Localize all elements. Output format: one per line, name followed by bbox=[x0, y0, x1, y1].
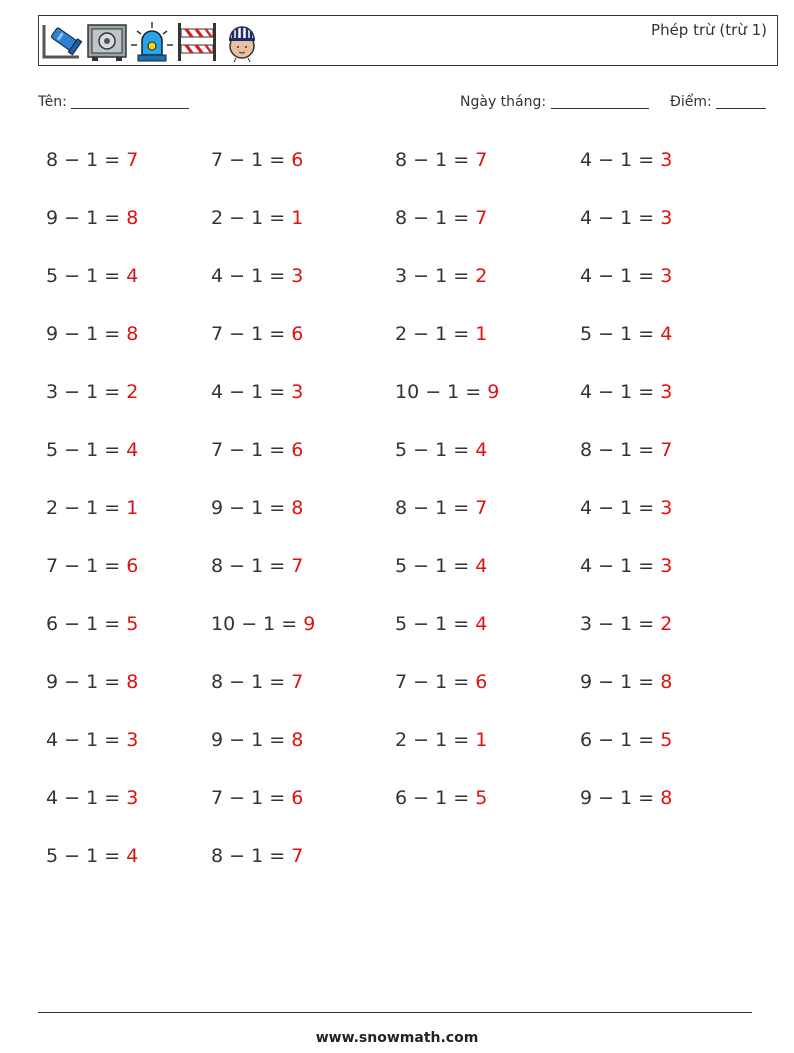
score-label: Điểm: bbox=[670, 94, 712, 110]
flashlight-icon bbox=[41, 19, 83, 63]
problem-item bbox=[211, 207, 303, 229]
problem-question: 4 − 1 = bbox=[580, 497, 655, 519]
worksheet-title: Phép trừ (trừ 1) bbox=[651, 21, 767, 39]
problem-question: 9 − 1 = bbox=[211, 497, 286, 519]
problem-question: 9 − 1 = bbox=[580, 671, 655, 693]
problem-item bbox=[211, 845, 303, 867]
problem-answer: 9 bbox=[487, 381, 500, 403]
problem-answer: 2 bbox=[126, 381, 139, 403]
problem-item bbox=[46, 613, 138, 635]
problem-answer: 4 bbox=[475, 439, 488, 461]
problem-answer: 8 bbox=[126, 323, 139, 345]
problem-item bbox=[580, 555, 672, 577]
problem-answer: 7 bbox=[126, 149, 139, 171]
problem-question: 8 − 1 = bbox=[211, 671, 286, 693]
problem-item bbox=[395, 265, 487, 287]
problem-answer: 7 bbox=[475, 207, 488, 229]
problem-question: 6 − 1 = bbox=[46, 613, 121, 635]
problem-question: 6 − 1 = bbox=[395, 787, 470, 809]
problem-question: 3 − 1 = bbox=[580, 613, 655, 635]
problem-question: 8 − 1 = bbox=[580, 439, 655, 461]
problem-question: 8 − 1 = bbox=[395, 149, 470, 171]
problem-item bbox=[580, 207, 672, 229]
problem-item bbox=[46, 555, 138, 577]
footer-divider bbox=[38, 1012, 752, 1013]
problem-item bbox=[580, 671, 672, 693]
problem-question: 4 − 1 = bbox=[580, 555, 655, 577]
problem-item bbox=[211, 613, 315, 635]
problem-answer: 7 bbox=[291, 845, 304, 867]
problem-answer: 3 bbox=[660, 497, 673, 519]
problem-item bbox=[46, 207, 138, 229]
problem-item bbox=[46, 671, 138, 693]
problem-answer: 2 bbox=[660, 613, 673, 635]
problem-question: 8 − 1 = bbox=[211, 555, 286, 577]
problem-answer: 7 bbox=[660, 439, 673, 461]
problem-answer: 3 bbox=[291, 265, 304, 287]
problem-answer: 8 bbox=[291, 729, 304, 751]
problem-answer: 4 bbox=[126, 845, 139, 867]
problem-answer: 3 bbox=[126, 787, 139, 809]
problem-question: 4 − 1 = bbox=[580, 381, 655, 403]
problem-answer: 4 bbox=[126, 265, 139, 287]
problem-answer: 6 bbox=[475, 671, 488, 693]
problem-answer: 4 bbox=[660, 323, 673, 345]
problem-question: 2 − 1 = bbox=[211, 207, 286, 229]
problem-item bbox=[46, 381, 138, 403]
problem-item bbox=[211, 555, 303, 577]
problem-answer: 3 bbox=[660, 149, 673, 171]
problem-answer: 1 bbox=[475, 323, 488, 345]
problem-question: 6 − 1 = bbox=[580, 729, 655, 751]
problem-answer: 6 bbox=[291, 323, 304, 345]
problem-answer: 3 bbox=[126, 729, 139, 751]
problem-question: 7 − 1 = bbox=[211, 787, 286, 809]
score-field[interactable] bbox=[670, 94, 766, 110]
problem-question: 8 − 1 = bbox=[395, 497, 470, 519]
problem-item bbox=[211, 149, 303, 171]
problem-question: 5 − 1 = bbox=[46, 845, 121, 867]
problem-answer: 1 bbox=[475, 729, 488, 751]
problem-question: 7 − 1 = bbox=[46, 555, 121, 577]
problem-item bbox=[211, 381, 303, 403]
name-blank[interactable] bbox=[71, 94, 189, 109]
name-label: Tên: bbox=[38, 94, 67, 110]
problem-answer: 5 bbox=[660, 729, 673, 751]
problem-question: 5 − 1 = bbox=[46, 439, 121, 461]
problem-item bbox=[580, 439, 672, 461]
problem-answer: 7 bbox=[475, 497, 488, 519]
problem-item bbox=[395, 671, 487, 693]
problem-answer: 1 bbox=[291, 207, 304, 229]
problem-answer: 9 bbox=[303, 613, 316, 635]
problem-answer: 4 bbox=[475, 555, 488, 577]
problem-answer: 3 bbox=[660, 207, 673, 229]
problem-item bbox=[46, 787, 138, 809]
problem-question: 2 − 1 = bbox=[46, 497, 121, 519]
problem-answer: 8 bbox=[660, 787, 673, 809]
icon-strip bbox=[41, 19, 263, 63]
problem-question: 4 − 1 = bbox=[211, 381, 286, 403]
problem-answer: 4 bbox=[126, 439, 139, 461]
problem-question: 7 − 1 = bbox=[211, 149, 286, 171]
problem-question: 8 − 1 = bbox=[46, 149, 121, 171]
problem-question: 5 − 1 = bbox=[46, 265, 121, 287]
problem-question: 8 − 1 = bbox=[395, 207, 470, 229]
problem-item bbox=[46, 265, 138, 287]
problem-question: 4 − 1 = bbox=[580, 149, 655, 171]
problem-question: 9 − 1 = bbox=[211, 729, 286, 751]
problem-item bbox=[580, 787, 672, 809]
problem-item bbox=[46, 497, 138, 519]
problem-item bbox=[211, 323, 303, 345]
problem-answer: 3 bbox=[660, 265, 673, 287]
problem-question: 4 − 1 = bbox=[46, 787, 121, 809]
problem-question: 9 − 1 = bbox=[46, 207, 121, 229]
problem-question: 3 − 1 = bbox=[46, 381, 121, 403]
problem-item bbox=[395, 787, 487, 809]
problem-answer: 2 bbox=[475, 265, 488, 287]
problem-item bbox=[211, 787, 303, 809]
date-blank[interactable] bbox=[551, 94, 649, 109]
problem-item bbox=[395, 207, 487, 229]
problem-answer: 8 bbox=[126, 207, 139, 229]
problem-question: 9 − 1 = bbox=[580, 787, 655, 809]
problem-question: 4 − 1 = bbox=[211, 265, 286, 287]
problem-item bbox=[211, 439, 303, 461]
problem-question: 3 − 1 = bbox=[395, 265, 470, 287]
problem-item bbox=[580, 149, 672, 171]
problem-answer: 8 bbox=[660, 671, 673, 693]
siren-icon bbox=[131, 19, 173, 63]
problem-question: 5 − 1 = bbox=[580, 323, 655, 345]
problem-item bbox=[395, 439, 487, 461]
score-blank[interactable] bbox=[716, 94, 766, 109]
problem-item bbox=[46, 323, 138, 345]
footer-url: www.snowmath.com bbox=[315, 1030, 479, 1046]
problem-answer: 6 bbox=[291, 149, 304, 171]
problem-item bbox=[46, 845, 138, 867]
problem-answer: 7 bbox=[291, 555, 304, 577]
worksheet-header bbox=[38, 15, 778, 66]
problem-question: 9 − 1 = bbox=[46, 671, 121, 693]
problem-question: 2 − 1 = bbox=[395, 729, 470, 751]
barrier-icon bbox=[176, 19, 218, 63]
problem-answer: 4 bbox=[475, 613, 488, 635]
problem-item bbox=[395, 149, 487, 171]
date-label: Ngày tháng: bbox=[460, 94, 547, 110]
problem-answer: 3 bbox=[660, 381, 673, 403]
problem-item bbox=[580, 729, 672, 751]
problem-question: 4 − 1 = bbox=[580, 207, 655, 229]
problem-question: 10 − 1 = bbox=[395, 381, 482, 403]
problem-item bbox=[395, 729, 487, 751]
problem-item bbox=[46, 729, 138, 751]
problem-question: 2 − 1 = bbox=[395, 323, 470, 345]
problem-answer: 5 bbox=[475, 787, 488, 809]
problem-item bbox=[211, 671, 303, 693]
problem-answer: 8 bbox=[126, 671, 139, 693]
problem-answer: 3 bbox=[291, 381, 304, 403]
problem-item bbox=[580, 381, 672, 403]
problem-answer: 6 bbox=[126, 555, 139, 577]
problem-answer: 7 bbox=[291, 671, 304, 693]
problem-question: 5 − 1 = bbox=[395, 439, 470, 461]
problem-answer: 5 bbox=[126, 613, 139, 635]
name-field[interactable] bbox=[38, 94, 189, 110]
problem-answer: 6 bbox=[291, 439, 304, 461]
problem-item bbox=[395, 497, 487, 519]
problem-item bbox=[395, 323, 487, 345]
problem-question: 7 − 1 = bbox=[211, 439, 286, 461]
problem-item bbox=[46, 439, 138, 461]
problem-answer: 7 bbox=[475, 149, 488, 171]
problem-question: 4 − 1 = bbox=[46, 729, 121, 751]
problem-answer: 3 bbox=[660, 555, 673, 577]
problem-item bbox=[211, 265, 303, 287]
problem-answer: 8 bbox=[291, 497, 304, 519]
safe-icon bbox=[86, 19, 128, 63]
problem-item bbox=[580, 613, 672, 635]
problem-item bbox=[395, 555, 487, 577]
problem-question: 9 − 1 = bbox=[46, 323, 121, 345]
problem-question: 7 − 1 = bbox=[395, 671, 470, 693]
problem-item bbox=[46, 149, 138, 171]
problem-item bbox=[395, 381, 499, 403]
problem-question: 5 − 1 = bbox=[395, 613, 470, 635]
problem-item bbox=[211, 497, 303, 519]
problem-item bbox=[580, 323, 672, 345]
date-field[interactable] bbox=[460, 94, 649, 110]
problem-question: 7 − 1 = bbox=[211, 323, 286, 345]
problem-item bbox=[580, 497, 672, 519]
problem-question: 10 − 1 = bbox=[211, 613, 298, 635]
prisoner-icon bbox=[221, 19, 263, 63]
problem-item bbox=[395, 613, 487, 635]
problem-answer: 1 bbox=[126, 497, 139, 519]
problem-answer: 6 bbox=[291, 787, 304, 809]
problem-item bbox=[580, 265, 672, 287]
problem-question: 5 − 1 = bbox=[395, 555, 470, 577]
problem-question: 4 − 1 = bbox=[580, 265, 655, 287]
problem-item bbox=[211, 729, 303, 751]
problem-question: 8 − 1 = bbox=[211, 845, 286, 867]
